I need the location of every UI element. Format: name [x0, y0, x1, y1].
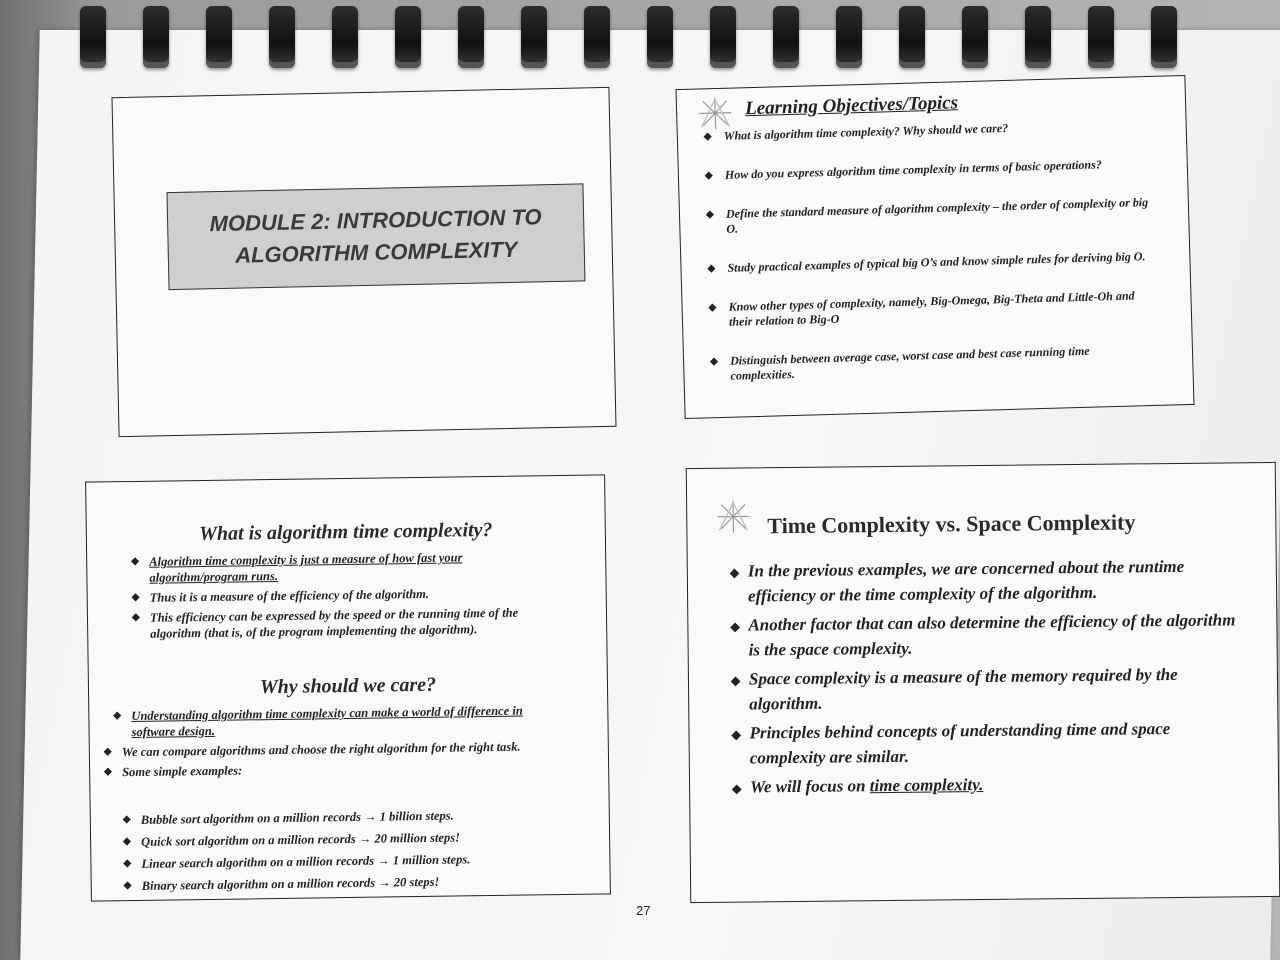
slide-module-title [111, 87, 616, 437]
list-item: ◆ Space complexity is a measure of the memory required by the algorithm. [730, 664, 1178, 714]
binding-ring [1025, 6, 1051, 68]
list-item: ◆ What is algorithm time complexity? Why should we care? [703, 120, 1009, 143]
binding-ring [962, 6, 988, 68]
list-item: ◆ Linear search algorithm on a million records → 1 million steps. [123, 852, 471, 871]
binding-ring [395, 6, 421, 68]
binding-ring [584, 6, 610, 68]
list-item: ◆ Know other types of complexity, namely, Big-Omega, Big-Theta and Little-Oh and their relation to Big-O [708, 288, 1135, 329]
binding-ring [647, 6, 673, 68]
slide-time-complexity-intro [85, 474, 611, 901]
what-list [129, 548, 550, 646]
slide3-heading-why: Why should we care? [259, 673, 437, 699]
binding-ring [710, 6, 736, 68]
list-item: ◆ Thus it is a measure of the efficiency of the algorithm. [131, 586, 430, 605]
list-item: ◆ How do you express algorithm time complexity in terms of basic operations? [704, 157, 1102, 182]
list-item: ◆ Bubble sort algorithm on a million records → 1 billion steps. [122, 808, 454, 827]
list-item: ◆ Quick sort algorithm on a million records → 20 million steps! [123, 830, 461, 849]
time-space-list [726, 553, 1249, 803]
slide-time-vs-space [686, 462, 1280, 903]
list-item: ◆ Define the standard measure of algorithm complexity – the order of complexity or big O. [705, 195, 1149, 236]
examples-list [121, 806, 562, 900]
binding-ring [206, 6, 232, 68]
objectives-heading: Learning Objectives/Topics [744, 92, 959, 120]
list-item: ◆ Distinguish between average case, worst case and best case running time complexities. [709, 343, 1090, 383]
list-item: ◆ Some simple examples: [104, 763, 243, 780]
list-item: ◆ Study practical examples of typical big O’s and know simple rules for deriving big O. [707, 249, 1146, 275]
binding-ring [773, 6, 799, 68]
list-item: ◆ Another factor that can also determine the efficiency of the algorithm is the space complexity. [730, 610, 1236, 660]
binding-ring [458, 6, 484, 68]
module-title: MODULE 2: INTRODUCTION TO ALGORITHM COMPLEXITY [209, 204, 542, 268]
binding-ring [80, 6, 106, 68]
list-item: ◆ In the previous examples, we are concerned about the runtime efficiency or the time complexity of the algorithm. [729, 556, 1185, 606]
slide4-heading: Time Complexity vs. Space Complexity [767, 509, 1136, 539]
binding-ring [332, 6, 358, 68]
why-list [101, 702, 562, 784]
list-item: ◆ This efficiency can be expressed by the speed or the running time of the algorithm (that is, of the program implementing the algorithm). [131, 605, 519, 641]
list-item: ◆ Algorithm time complexity is just a measure of how fast your algorithm/program runs. [131, 550, 463, 585]
star-logo-icon [695, 93, 736, 134]
binding-ring [269, 6, 295, 68]
list-item: ◆ Understanding algorithm time complexity can make a world of difference in software design. [113, 703, 523, 740]
star-logo-icon [713, 496, 753, 536]
binding-ring [899, 6, 925, 68]
page-number: 27 [636, 903, 651, 918]
binding-ring [521, 6, 547, 68]
list-item: ◆ We can compare algorithms and choose the right algorithm for the right task. [103, 739, 521, 760]
binding-ring [1151, 6, 1177, 68]
list-item: ◆ We will focus on time complexity. [732, 775, 984, 797]
binding-ring [143, 6, 169, 68]
spiral-binding [70, 0, 1280, 80]
binding-ring [836, 6, 862, 68]
list-item: ◆ Binary search algorithm on a million records → 20 steps! [123, 874, 440, 893]
slide-learning-objectives [675, 75, 1194, 419]
module-title-box [166, 183, 585, 290]
slide3-heading-what: What is algorithm time complexity? [199, 518, 493, 546]
objectives-list [700, 117, 1158, 408]
binding-ring [1088, 6, 1114, 68]
list-item: ◆ Principles behind concepts of understanding time and space complexity are similar. [731, 719, 1171, 768]
time-complexity-emphasis: time complexity. [869, 775, 984, 796]
